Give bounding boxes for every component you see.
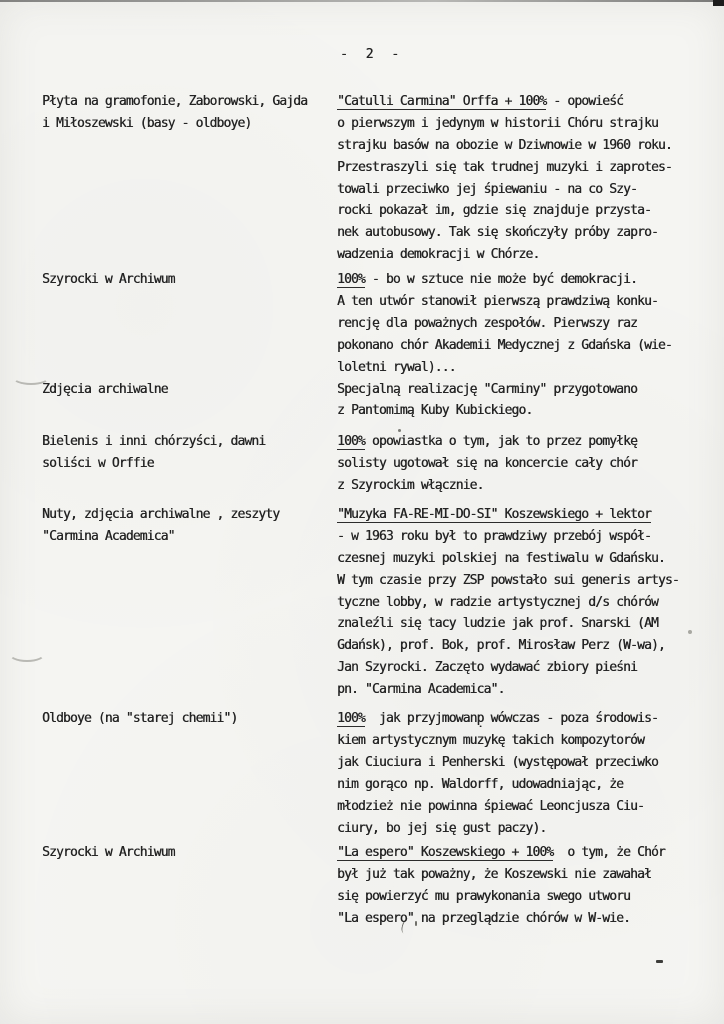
document-body xyxy=(42,91,702,930)
section-text-line: strajku basów na obozie w Dziwnowie w 1960 roku. xyxy=(337,137,672,153)
section-label-line: Szyrocki w Archiwum xyxy=(42,845,175,861)
section-label-line: Bielenis i inni chórzyści, dawni xyxy=(42,434,266,450)
section-label xyxy=(42,431,337,475)
underlined-heading: "Catulli Carmina" Orffa + 100% xyxy=(337,94,547,109)
section-text-line: był już tak poważny, że Koszewski nie zawahał xyxy=(337,867,651,883)
underlined-heading: "La espero" Koszewskiego + 100% xyxy=(337,845,554,861)
section-text-line: z Pantomimą Kuby Kubickiego. xyxy=(337,403,533,419)
section-text-line: "La espero" na przeglądzie chórów w W-wie. xyxy=(337,911,631,927)
scan-edge-artifact xyxy=(0,0,724,2)
section-text xyxy=(337,431,702,497)
section-text-line: Przestraszyli się tak trudnej muzyki i zaprotes- xyxy=(337,159,672,175)
section-text-line: nek autobusowy. Tak się skończyły próby zapro- xyxy=(337,225,658,241)
section-text-line: A ten utwór stanowił pierwszą prawdziwą konku- xyxy=(337,294,658,310)
section-text-line: ciury, bo jej się gust paczy). xyxy=(337,820,547,836)
section-label xyxy=(42,504,337,548)
section-label-line: "Carmina Academica" xyxy=(42,528,175,544)
section-label-line: Oldboye (na "starej chemii") xyxy=(42,711,238,727)
underlined-heading: "Muzyka FA-RE-MI-DO-SI" Koszewskiego + lektor xyxy=(337,507,651,523)
section-label xyxy=(42,91,337,135)
section-text xyxy=(337,842,702,930)
section-row xyxy=(42,379,702,423)
section-text-line: loletni rywal)... xyxy=(337,359,456,375)
section-label-line: Płyta na gramofonie, Zaborowski, Gajda xyxy=(42,94,308,109)
page-number: - 2 - xyxy=(340,47,405,62)
section-label xyxy=(42,842,337,864)
section-text-line: rocki pokazał im, gdzie się znajduje przysta- xyxy=(337,203,651,219)
section-text-line: solisty ugotował się na koncercie cały chór xyxy=(337,456,637,472)
section-text-line: pn. "Carmina Academica". xyxy=(337,682,505,698)
section-text-line: W tym czasie przy ZSP powstało sui generis artys- xyxy=(337,572,679,588)
section-text xyxy=(337,269,702,378)
section-text-line: "La espero" Koszewskiego + 100% o tym, że Chór xyxy=(337,845,665,861)
section-text-line: "Catulli Carmina" Orffa + 100% - opowieść xyxy=(337,94,624,109)
section-text-line: 100% opowiastka o tym, jak to przez pomyłkę xyxy=(337,434,638,450)
section-text-line xyxy=(337,504,702,526)
section-text xyxy=(337,708,702,839)
section-text-line: rencję dla poważnych zespołów. Pierwszy raz xyxy=(337,315,637,331)
section-row xyxy=(42,269,702,378)
section-row xyxy=(42,504,702,701)
section-row xyxy=(42,91,702,266)
section-text-line: Gdańsk), prof. Bok, prof. Mirosław Perz (W-wa), xyxy=(337,638,665,654)
section-text-line: młodzież nie powinna śpiewać Leoncjusza Ciu- xyxy=(337,798,644,814)
section-label-line: soliści w Orffie xyxy=(42,456,154,472)
underlined-heading: 100% xyxy=(337,434,365,450)
section-label-line: Nuty, zdjęcia archiwalne , zeszyty xyxy=(42,507,280,523)
section-text-line: 100% jak przyjmowanp̣ wówczas - poza środowis- xyxy=(337,711,658,727)
section-text-line: tyczne lobby, w radzie artystycznej d/s chórów xyxy=(337,594,658,610)
section-label-line: Zdjęcia archiwalne xyxy=(42,381,168,397)
margin-crescent-mark xyxy=(8,644,46,662)
section-text-line: jak Ciuciura i Penherski (występował przeciwko xyxy=(337,754,658,770)
section-label-line: i Miłoszewski (basy - oldboye) xyxy=(42,115,252,131)
scan-corner-artifact xyxy=(713,0,724,6)
section-text xyxy=(337,91,702,266)
section-text-line: wadzenia demokracji w Chórze. xyxy=(337,247,540,263)
underlined-heading: 100% xyxy=(337,711,365,727)
section-row xyxy=(42,708,702,839)
section-text-line: czesnej muzyki polskiej na festiwalu w Gdańsku. xyxy=(337,550,665,566)
section-text-line: z Szyrockim włącznie. xyxy=(337,478,484,494)
section-text-line: 100% - bo w sztuce nie może być demokracji. xyxy=(337,272,638,288)
underlined-heading: 100% xyxy=(337,272,365,288)
section-label xyxy=(42,269,337,291)
section-text-line: - w 1963 roku był to prawdziwy przebój współ- xyxy=(337,528,651,544)
section-text-line: o pierwszym i jedynym w historii Chóru strajku xyxy=(337,115,658,131)
section-text-line: znaleźli się tacy ludzie jak prof. Snarski (AM xyxy=(337,616,658,632)
section-text-line: kiem artystycznym muzykę takich kompozytorów xyxy=(337,732,644,748)
section-row xyxy=(42,431,702,497)
section-text-line: pokonano chór Akademii Medycznej z Gdańska (wie- xyxy=(337,337,672,353)
section-text-line: towali przeciwko jej śpiewaniu - na co Szy- xyxy=(337,181,637,197)
section-text-line: nim gorąco np. Waldorff, udowadniając, że xyxy=(337,776,624,792)
section-row xyxy=(42,842,702,930)
section-label xyxy=(42,379,337,401)
section-text-line: się powierzyć mu prawykonania swego utworu xyxy=(337,889,631,905)
section-text xyxy=(337,504,702,701)
section-text xyxy=(337,379,702,423)
section-text-line: Jan Szyrocki. Zaczęto wydawać zbiory pieśni xyxy=(337,660,637,676)
ink-speck xyxy=(656,960,663,963)
section-text-line: Specjalną realizację "Carminy" przygotowano xyxy=(337,381,637,397)
section-label xyxy=(42,708,337,730)
section-label-line: Szyrocki w Archiwum xyxy=(42,272,175,288)
